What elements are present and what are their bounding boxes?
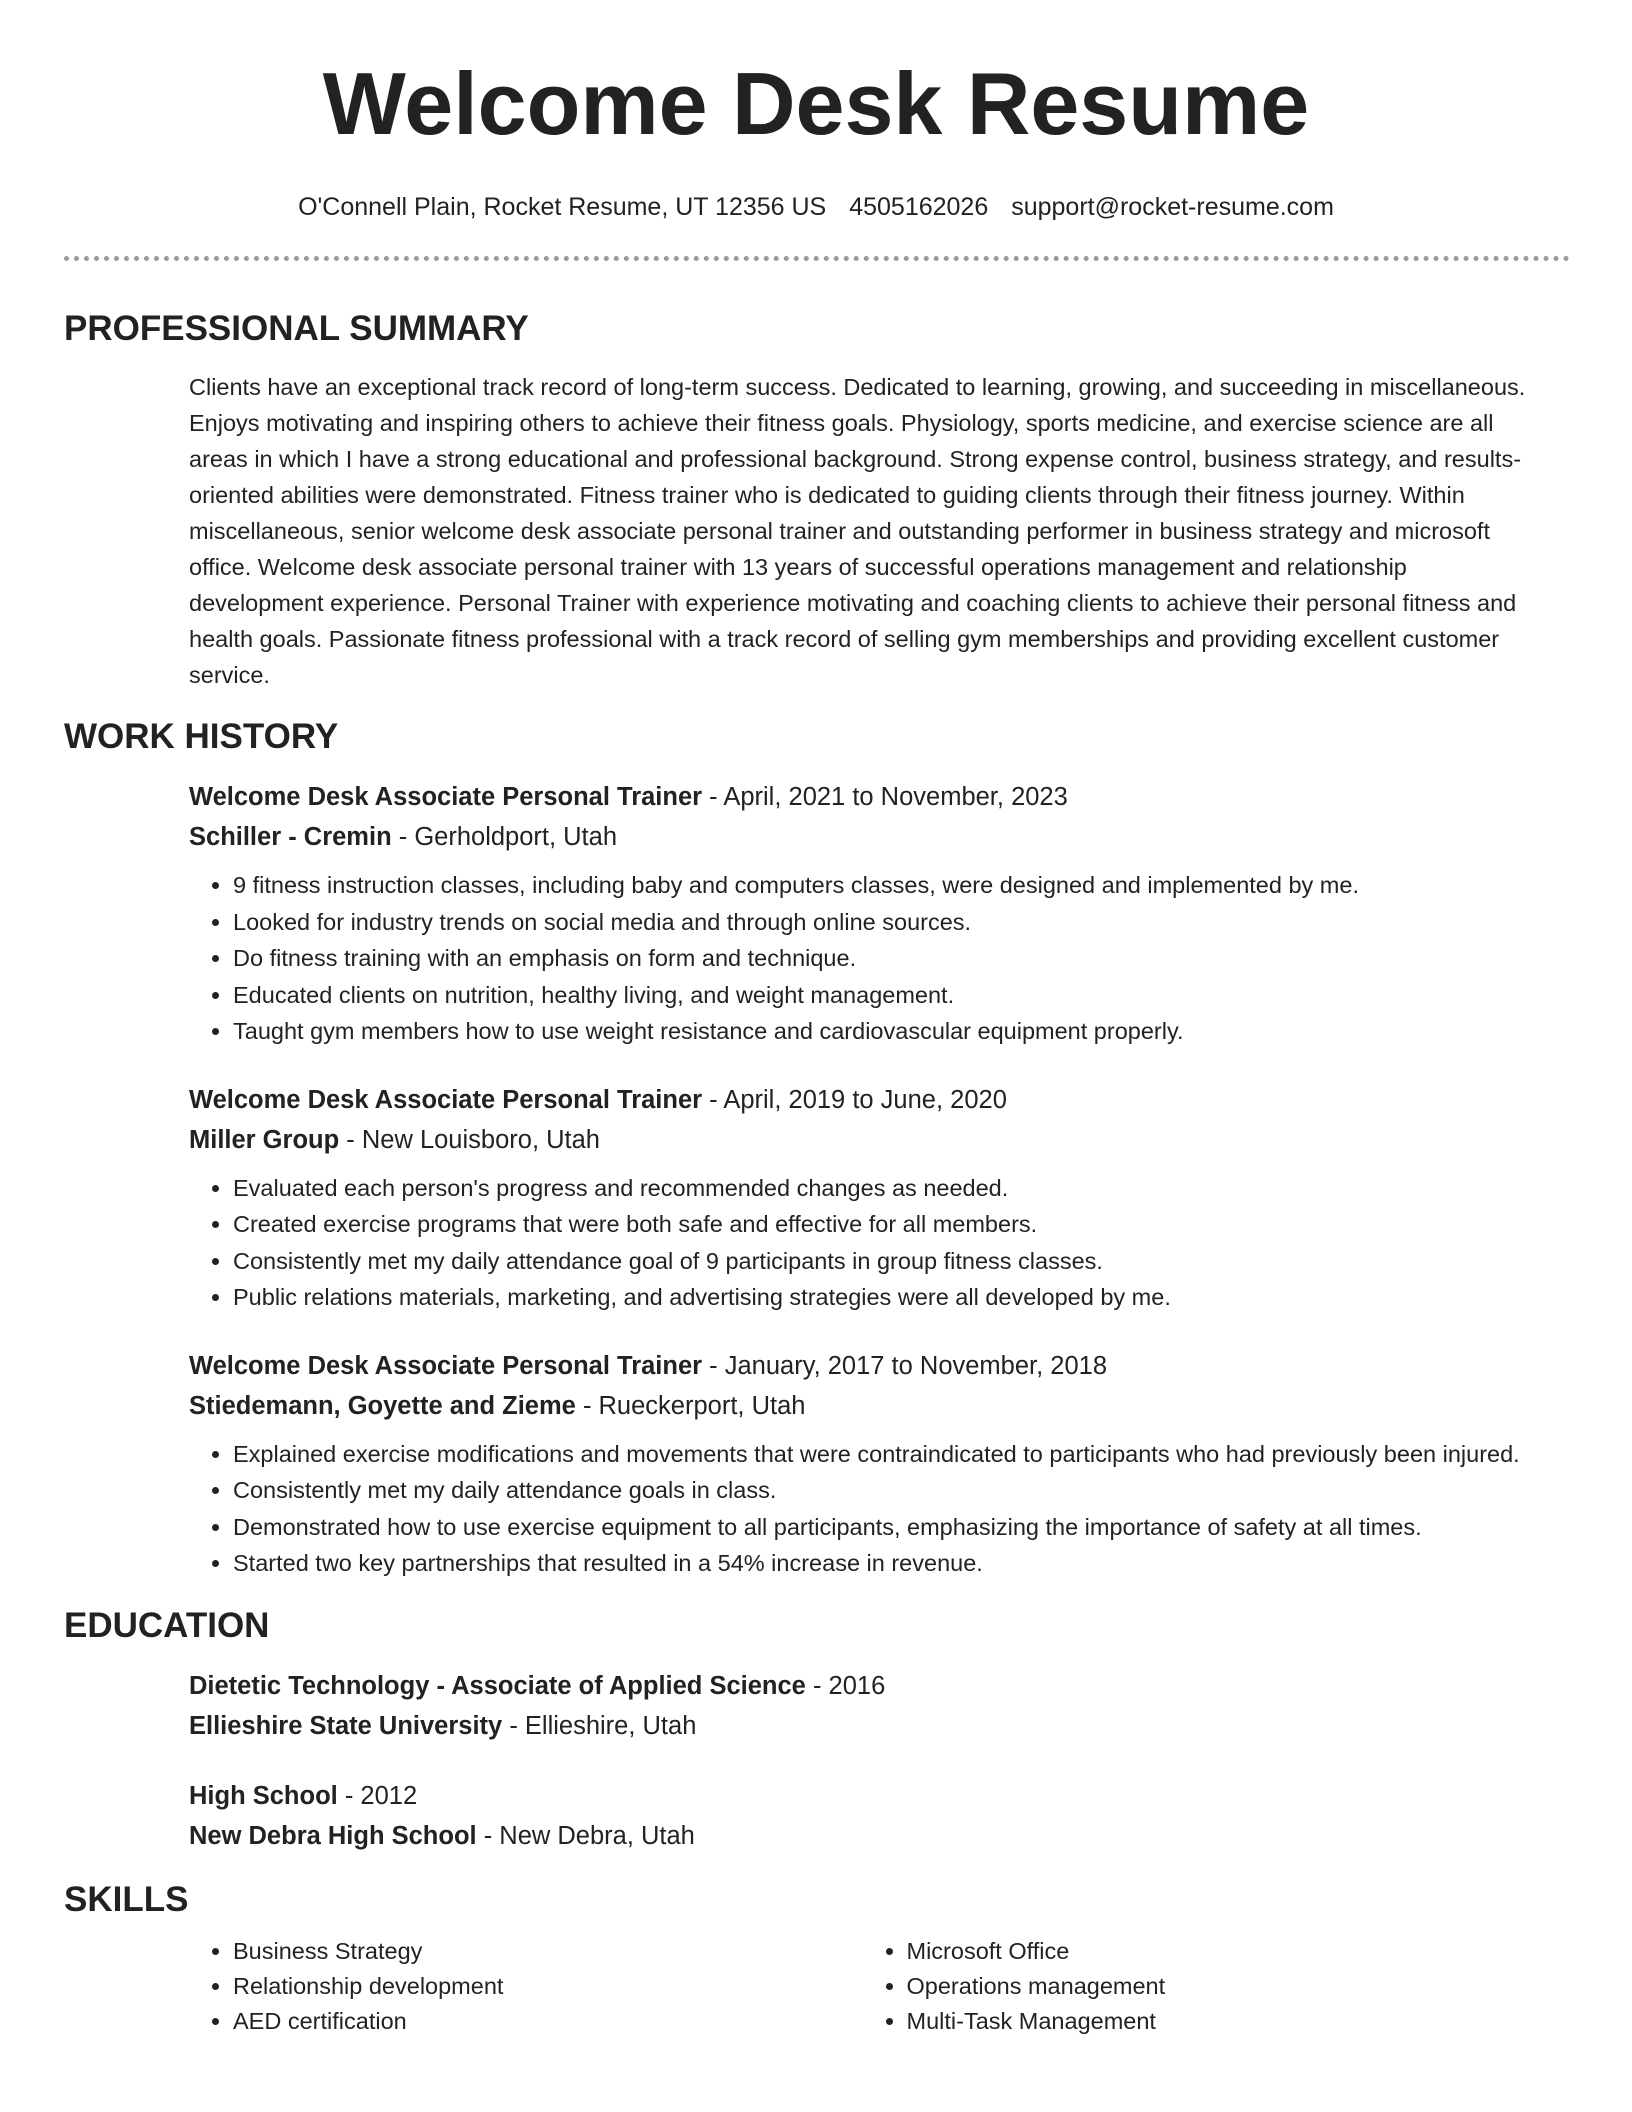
job-company-line	[189, 1120, 1536, 1160]
summary-heading: PROFESSIONAL SUMMARY	[64, 309, 529, 348]
education-heading: EDUCATION	[64, 1605, 270, 1645]
job-bullets	[189, 1170, 1536, 1316]
job-bullets	[189, 1436, 1536, 1582]
work-section	[0, 715, 1632, 1582]
job-title-line	[189, 1346, 1536, 1386]
degree-year: - 2012	[337, 1781, 418, 1810]
education-entry	[189, 1666, 1536, 1746]
school-location: - New Debra, Utah	[476, 1821, 695, 1850]
contact-address: O'Connell Plain, Rocket Resume, UT 12356 US	[298, 193, 827, 221]
summary-text: Clients have an exceptional track record of long-term success. Dedicated to learning, growing, and succeeding in miscellaneous. Enjoys motivating and inspiring others to achieve their fitness goals. Physiology, sports medicine, and exercise science are all areas in which I have a strong educational and professional background. Strong expense control, business strategy, and results-oriented abilities were demonstrated. Fitness trainer who is dedicated to guiding clients through their fitness journey. Within miscellaneous, senior welcome desk associate personal trainer and outstanding performer in business strategy and microsoft office. Welcome desk associate personal trainer with 13 years of successful operations management and relationship development experience. Personal Trainer with experience motivating and coaching clients to achieve their personal fitness and health goals. Passionate fitness professional with a track record of selling gym memberships and providing excellent customer service.	[189, 374, 1526, 688]
skills-right-list	[863, 1934, 1537, 2039]
job-bullets	[189, 867, 1536, 1050]
skills-columns	[189, 1934, 1536, 2039]
list-item: • Consistently met my daily attendance goals in class.	[233, 1472, 1536, 1509]
header-divider	[64, 256, 1570, 261]
skills-section	[0, 1878, 1632, 2039]
degree-year: - 2016	[805, 1671, 886, 1700]
school-line	[189, 1706, 1536, 1746]
job-role: Welcome Desk Associate Personal Trainer	[189, 1351, 703, 1380]
list-item: • Evaluated each person's progress and recommended changes as needed.	[233, 1170, 1536, 1207]
job-location: - Gerholdport, Utah	[391, 823, 618, 851]
skills-left-list	[189, 1934, 863, 2039]
list-item: • Do fitness training with an emphasis on form and technique.	[233, 940, 1536, 977]
list-item: • Educated clients on nutrition, healthy living, and weight management.	[233, 977, 1536, 1014]
contact-line	[0, 192, 1632, 222]
list-item: • Explained exercise modifications and movements that were contraindicated to participants who had previously been injured.	[233, 1436, 1536, 1473]
summary-section	[0, 307, 1632, 693]
degree-line	[189, 1776, 1536, 1816]
job-role: Welcome Desk Associate Personal Trainer	[189, 1085, 703, 1114]
list-item: • Consistently met my daily attendance goal of 9 participants in group fitness classes.	[233, 1243, 1536, 1280]
list-item: • Demonstrated how to use exercise equipment to all participants, emphasizing the importance of safety at all times.	[233, 1509, 1536, 1546]
job-dates: - April, 2021 to November, 2023	[702, 783, 1068, 811]
degree-line	[189, 1666, 1536, 1706]
school-name: New Debra High School	[189, 1821, 477, 1850]
resume-header	[0, 0, 1632, 222]
education-entry	[189, 1776, 1536, 1856]
contact-phone: 4505162026	[849, 193, 989, 221]
job-role: Welcome Desk Associate Personal Trainer	[189, 783, 703, 811]
school-location: - Ellieshire, Utah	[502, 1711, 697, 1740]
list-item: • Started two key partnerships that resulted in a 54% increase in revenue.	[233, 1545, 1536, 1582]
job-company-line	[189, 817, 1536, 857]
job-entry	[189, 1346, 1536, 1582]
education-section	[0, 1604, 1632, 1856]
job-location: - Rueckerport, Utah	[575, 1391, 806, 1420]
list-item: • Business Strategy	[233, 1934, 863, 1969]
job-company: Stiedemann, Goyette and Zieme	[189, 1391, 576, 1420]
list-item: • Relationship development	[233, 1969, 863, 2004]
list-item: • Multi-Task Management	[907, 2004, 1537, 2039]
job-entry	[189, 1080, 1536, 1316]
list-item: • Microsoft Office	[907, 1934, 1537, 1969]
job-company-line	[189, 1386, 1536, 1426]
contact-email: support@rocket-resume.com	[1011, 193, 1334, 221]
school-name: Ellieshire State University	[189, 1711, 503, 1740]
list-item: • Public relations materials, marketing, and advertising strategies were all developed by me.	[233, 1279, 1536, 1316]
job-title-line	[189, 1080, 1536, 1120]
list-item: • AED certification	[233, 2004, 863, 2039]
job-company: Schiller - Cremin	[189, 823, 392, 851]
job-dates: - April, 2019 to June, 2020	[702, 1085, 1007, 1114]
job-company: Miller Group	[189, 1125, 340, 1154]
list-item: • 9 fitness instruction classes, including baby and computers classes, were designed and implemented by me.	[233, 867, 1536, 904]
job-title-line	[189, 777, 1536, 817]
school-line	[189, 1816, 1536, 1856]
list-item: • Operations management	[907, 1969, 1537, 2004]
job-dates: - January, 2017 to November, 2018	[702, 1351, 1108, 1380]
list-item: • Looked for industry trends on social media and through online sources.	[233, 904, 1536, 941]
list-item: • Taught gym members how to use weight resistance and cardiovascular equipment properly.	[233, 1013, 1536, 1050]
job-entry	[189, 777, 1536, 1050]
degree-name: High School	[189, 1781, 338, 1810]
list-item: • Created exercise programs that were both safe and effective for all members.	[233, 1206, 1536, 1243]
degree-name: Dietetic Technology - Associate of Applied Science	[189, 1671, 806, 1700]
work-heading: WORK HISTORY	[64, 717, 339, 756]
skills-heading: SKILLS	[64, 1879, 189, 1919]
resume-title: Welcome Desk Resume	[322, 54, 1310, 153]
job-location: - New Louisboro, Utah	[339, 1125, 600, 1154]
